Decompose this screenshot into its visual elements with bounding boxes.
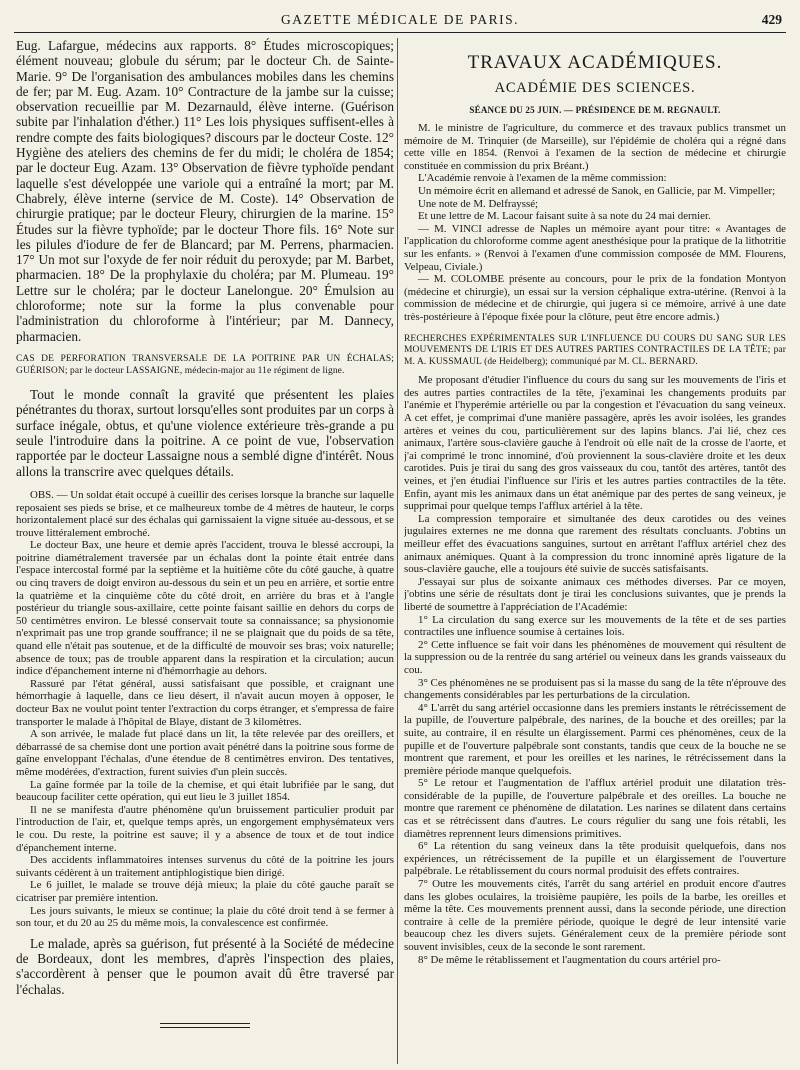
obs-paragraph: La gaîne formée par la toile de la chemise, et qui était lubrifiée par le sang, dut beaucoup faciliter cette opération, qui eut lieu le 3 juillet 1854. (16, 778, 394, 804)
conclusion-item: 5° Le retour et l'augmentation de l'afflux artériel produit une dilatation très-considérable de la pupille, de l'ouverture palpébrale et des oreilles. La bouche ne montre que rarement ce phénomène de dilatation. Les narines se dilatent dans certains cas et se rétrécissent dans d'autres. Le cours régulier du sang une fois rétabli, les diamètres reprennent leurs dimensions primitives. (404, 777, 786, 840)
conclusion-item: 8° De même le rétablissement et l'augmentation du cours artériel pro- (418, 953, 721, 966)
academy-paragraph: M. le ministre de l'agriculture, du commerce et des travaux publics transmet un mémoire de M. Trinquier (de Marseille), sur l'épidémie de choléra qui a régné dans cette ville en 1854. (Renvoi à l'examen de la section de médecine et chirurgie constituée en commission du prix Bréant.) (404, 122, 786, 172)
conclusion-item: 7° Outre les mouvements cités, l'arrêt du sang artériel en produit encore d'autres dans les globes oculaires, la troisième paupière, les poils de la barbe, les oreilles et même la tête. Ces mouvements prennent aussi, dans la seconde période, une direction contraire à celle de la première période, quoique le degré de leur intensité varie beaucoup chez les divers sujets. Généralement ceux de la première période sont souvent invisibles, ceux de la seconde le sont rarement. (404, 878, 786, 953)
left-intro-paragraph: Eug. Lafargue, médecins aux rapports. 8° Études microscopiques; élément nouveau; globule du sérum; par le docteur Ch. de Sainte-Marie. 9° De l'organisation des ambulances mobiles dans les chemins de fer; par M. Eug. Azam. 10° Contracture de la jambe sur la cuisse; observation recueillie par M. Dezarnauld, élève interne. (Guérison subite par l'inhalation d'éther.) 11° Les lois physiques suffisent-elles à rendre compte des faits biologiques? discours par le docteur Coste. 12° Hygiène des ateliers des chemins de fer du midi; le choléra de 1854; par le docteur Eug. Azam. 13° Observation de fièvre typhoïde pendant laquelle s'est développée une variole qui a entraîné la mort; par M. Chabrely, élève interne (service de M. Coste). 14° Observation de chirurgie pratique; par le docteur Fleury, chirurgien de la marine. 15° Études sur la fièvre typhoïde; par le docteur Thore fils. 16° Note sur les pilules d'iodure de fer de Blancard; par M. Perrens, pharmacien. 17° Un mot sur l'oxyde de fer noir réduit du peroxyde; par M. Barbet, pharmacien. 18° De la prophylaxie du choléra; par M. Plumeau. 19° Lettre sur le choléra; par le docteur Lanelongue. 20° Émulsion au chloroforme; note sur la forme la plus convenable pour l'administration du chloroforme à l'intérieur; par M. Dannecy, pharmacien. (16, 38, 394, 344)
obs-paragraph: A son arrivée, le malade fut placé dans un lit, la tête relevée par des oreillers, et débarrassé de sa chemise dont une portion avait pénétré dans la poitrine sous forme de gaîne enveloppant l'échalas, d'une étendue de 8 centimètres environ. Des tentatives, même modérées, d'extraction, furent suivies d'un plein succès. (16, 728, 394, 778)
obs-paragraph: OBS. — Un soldat était occupé à cueillir des cerises lorsque la branche sur laquelle reposaient ses pieds se brise, et ce malheureux tombe de 4 mètres de hauteur, le corps horizontalement placé sur des échalas qui garnissaient la vigne située au-dessous, et se trouve littéralement embroché. (16, 488, 394, 539)
section-end-rule (160, 1023, 250, 1028)
section-subtitle: ACADÉMIE DES SCIENCES. (494, 80, 696, 96)
running-header (14, 10, 786, 33)
academy-paragraph: Un mémoire écrit en allemand et adressé de Sanok, en Gallicie, par M. Vimpeller; (418, 184, 776, 197)
case-title: CAS DE PERFORATION TRANSVERSALE DE LA POITRINE PAR UN ÉCHALAS; GUÉRISON; par le docteur LASSAIGNE, médecin-major au 11e régiment de ligne. (16, 353, 394, 376)
obs-paragraph: Le 6 juillet, le malade se trouve déjà mieux; la plaie du côté gauche paraît se cicatriser par première intention. (16, 879, 394, 904)
seance-line: SÉANCE DU 25 JUIN. — PRÉSIDENCE DE M. REGNAULT. (469, 105, 721, 115)
conclusion-item: 1° La circulation du sang exerce sur les mouvements de la tête et de ses parties contractiles une influence soumise à certaines lois. (404, 613, 786, 639)
section-title: TRAVAUX ACADÉMIQUES. (467, 52, 723, 73)
column-divider (397, 38, 398, 1064)
conclusion-item: 6° La rétention du sang veineux dans la tête produisit quelquefois, dans nos expériences, un rétrécissement de la pupille et un élargissement de l'ouverture palpébrale. Le rétablissement du cours normal produisit des effets contraires. (404, 840, 786, 878)
case-lead-paragraph: Tout le monde connaît la gravité que présentent les plaies pénétrantes du thorax, surtout lorsqu'elles sont produites par un corps à surface inégale, obtus, et qu'une violence extérieure très-grande a pu seule l'introduire dans la poitrine. A ce point de vue, l'observation rapportée par le docteur Lassaigne nous a semblé digne d'intérêt. Nous allons la transcrire avec quelques détails. (16, 387, 394, 479)
obs-paragraph: Le docteur Bax, une heure et demie après l'accident, trouva le blessé accroupi, la poitrine diamétralement traversée par un échalas dont la pointe était entrée dans l'espace intercostal formé par la septième et la huitième côte du côté gauche, à quatre ou cinq travers de doigt environ au-dessous du sein et un peu en arrière, et sortie entre la quatrième et la cinquième côte du côté droit, en arrière du bras et à l'angle postérieur du triangle sous-axillaire, cette pointe faisant saillie en dehors du corps de 50 centimètres environ. Le blessé conservait toute sa connaissance; sa physionomie n'exprimait pas une trop grande souffrance; il ne se plaignait que du poids de sa tête, quand elle n'était pas soutenue, et de la difficulté de mouvoir ses bras; voix naturelle; absence de toux; pas de trouble apparent dans la respiration et la circulation; aucun indice d'épanchement interne ni d'hémorrhagie au dehors. (16, 539, 394, 678)
research-title: RECHERCHES EXPÉRIMENTALES SUR L'INFLUENCE DU COURS DU SANG SUR LES MOUVEMENTS DE L'IRIS ET DES AUTRES PARTIES CONTRACTILES DE LA TÊTE; par M. A. KUSSMAUL (de Heidelberg); communiqué par M. CL. BERNARD. (404, 333, 786, 367)
academy-paragraph: Et une lettre de M. Lacour faisant suite à sa note du 24 mai dernier. (418, 210, 711, 223)
obs-paragraph: Il ne se manifesta d'autre phénomène qu'un bruissement particulier produit par l'introduction de l'air, et, quelque temps après, un engorgement emphysémateux vers le cou. Du reste, la poitrine est sauve; il y a absence de toux et de tout indice d'épanchement interne. (16, 803, 394, 854)
academy-paragraph: — M. COLOMBE présente au concours, pour le prix de la fondation Montyon (médecine et chirurgie), un essai sur la version céphalique extra-utérine. (Renvoi à la commission de médecine et de chirurgie, qui jugera si ce mémoire, arrivé à une date très-postérieure à l'époque fixée pour la clôture, peut être encore admis.) (404, 273, 786, 323)
research-paragraph: Me proposant d'étudier l'influence du cours du sang sur les mouvements de l'iris et des autres parties contractiles de la tête, j'examinai les changements produits par l'anémie et l'hyperémie artérielle ou par la congestion et l'évacuation du sang veineux. A cet effet, je comprimai d'une manière passagère, après les avoir isolées, les grandes artères et veines du cou, particulièrement sur des lapins blancs. J'ai lié, chez ces animaux, l'artère sous-clavière gauche à l'endroit où elle naît de la crosse de l'aorte, et j'ai comprimé le tronc innominé, d'où proviennent la sous-clavière droite et les deux carotides. Puis je tirai du sang des gros vaisseaux du cou, tantôt des artères, tantôt des veines, et j'en étudiai l'influence sur l'iris et les autres parties contractiles de la tête. Enfin, ayant mis les animaux dans un état anémique par des pertes de sang veineux, je supprimai pour quelque temps l'afflux artériel à la tête. (404, 374, 786, 513)
right-column (404, 38, 786, 1068)
journal-title: GAZETTE MÉDICALE DE PARIS. (281, 12, 519, 27)
conclusion-item: 4° L'arrêt du sang artériel occasionne dans les premiers instants le rétrécissement de la pupille, de l'ouverture palpébrale, des narines, de la bouche et des oreilles; par la suite, au contraire, il en résulte un élargissement. Parmi ces phénomènes, ceux de la pupille et de l'ouverture palpébrale sont constants, tandis que ceux de la bouche ne se montrent que rarement, et pour les oreilles et les narines, le rétrécissement dans la première période manque quelquefois. (404, 701, 786, 777)
academy-paragraph: Une note de M. Delfrayssé; (418, 197, 539, 210)
obs-paragraph: Rassuré par l'état général, aussi satisfaisant que possible, et craignant une hémorrhagie à laquelle, dans ce lieu désert, il n'avait aucun moyen à opposer, le docteur Bax ne voulut point tenter l'extraction du corps étranger, et s'empressa de faire transporter le malade à l'hôpital de Blaye, distant de 3 kilomètres. (16, 677, 394, 728)
case-closing-paragraph: Le malade, après sa guérison, fut présenté à la Société de médecine de Bordeaux, dont les membres, d'après l'inspection des plaies, s'accordèrent à penser que le poumon avait dû être traversé par l'échalas. (16, 935, 394, 997)
obs-paragraph: Les jours suivants, le mieux se continue; la plaie du côté droit tend à se fermer à son tour, et du 20 au 25 du même mois, la convalescence est confirmée. (16, 904, 394, 930)
conclusion-item: 3° Ces phénomènes ne se produisent pas si la masse du sang de la tête n'éprouve des changements considérables par les perturbations de la circulation. (404, 676, 786, 702)
research-paragraph: J'essayai sur plus de soixante animaux ces méthodes diverses. Par ce moyen, j'obtins une série de résultats dont je tirai les conclusions suivantes, que je prends la liberté de soumettre à l'appréciation de l'Académie: (404, 575, 786, 613)
academy-paragraph: L'Académie renvoie à l'examen de la même commission: (418, 172, 667, 185)
conclusion-item: 2° Cette influence se fait voir dans les phénomènes de mouvement qui résultent de la suppression ou de la rentrée du sang artériel ou veineux dans les grands vaisseaux du cou. (404, 638, 786, 676)
obs-paragraph: Des accidents inflammatoires intenses survenus du côté de la poitrine les jours suivants cédèrent à un traitement antiphlogistique bien dirigé. (16, 854, 394, 879)
page-number: 429 (761, 12, 782, 27)
left-column (16, 38, 394, 1068)
academy-paragraph: — M. VINCI adresse de Naples un mémoire ayant pour titre: « Avantages de l'application du chloroforme comme agent anesthésique pour la pratique de la lithotritie sur les enfants. » (Renvoi à l'examen d'une commission composée de MM. Flourens, Velpeau, Civiale.) (404, 222, 786, 273)
research-paragraph: La compression temporaire et simultanée des deux carotides ou des veines jugulaires externes ne me donna que rarement des résultats concluants. J'obtins un meilleur effet des évacuations sanguines, surtout en arrêtant l'afflux artériel chez des animaux anémiques. Quant à la compression du tronc innominé après ligature de la sous-clavière gauche, elle a toujours été suivie de succès satisfaisants. (404, 512, 786, 576)
